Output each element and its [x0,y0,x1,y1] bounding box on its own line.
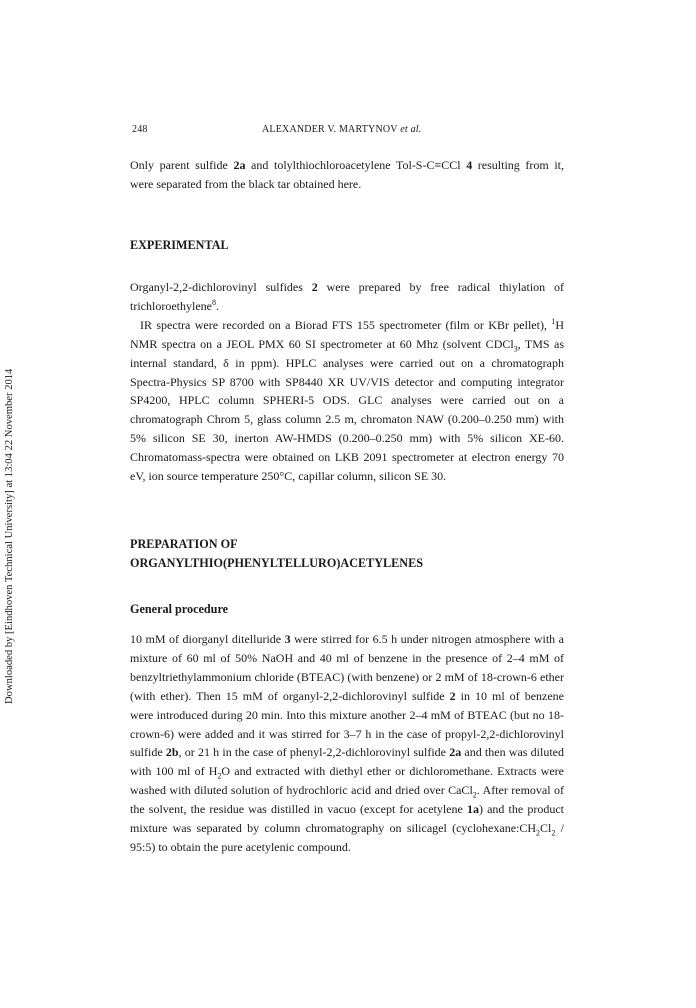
section-heading-experimental: EXPERIMENTAL [130,238,229,252]
running-head [132,124,564,138]
body-text: were stirred for 6.5 h under nitrogen atmosphere with a mixture of 60 ml of 50% NaOH and 40 ml of benzene in the presence of 2–4 mM of benzyltriethylammonium chloride (BTEAC) (with benzene) or 2 mM of 18-crown-6 ether (with ether). Then 15 mM of organyl-2,2-dichlorovinyl sulfide [130,632,565,703]
subheading-general-procedure: General procedure [130,602,229,616]
intro-text: and tolylthiochloroacetylene Tol-S-C≡CCl [245,158,467,172]
compound-ref: 3 [284,632,291,646]
compound-ref: 2a [449,745,462,760]
download-watermark: Downloaded by [Eindhoven Technical University] at 13:04 22 November 2014 [4,368,15,704]
body-text: IR spectra were recorded on a Biorad FTS 155 spectrometer (film or KBr pellet), [140,317,552,332]
compound-ref: 2 [311,280,318,294]
intro-text: Only parent sulfide [130,158,234,172]
page-number: 248 [132,124,148,135]
compound-ref: 2b [165,745,179,760]
subscript: 2 [536,828,541,838]
experimental-paragraph-2 [130,316,564,486]
heading-line: PREPARATION OF [130,537,238,551]
experimental-paragraph-1 [130,278,564,316]
body-text: and then was diluted with 100 ml of H [130,745,564,779]
experimental-body [130,278,564,486]
author-names: ALEXANDER V. MARTYNOV [262,124,398,135]
et-al: et al. [400,124,422,135]
compound-ref: 2 [449,688,456,703]
subscript: 2 [217,771,222,781]
body-text: H NMR spectra on a JEOL PMX 60 SI spectrometer at 60 Mhz (solvent CDCl [130,317,564,351]
body-text: . [215,298,219,313]
reference-marker: 8 [211,297,216,307]
subscript: 2 [472,790,477,800]
body-text: , or 21 h in the case of phenyl-2,2-dichlorovinyl sulfide [178,745,450,760]
heading-line: ORGANYLTHIO(PHENYLTELLURO)ACETYLENES [130,556,424,570]
compound-ref: 1a [466,802,479,817]
body-text: ) and the product mixture was separated by column chromatography on silicagel (cyclohexane:CH [130,802,564,836]
subscript: 2 [551,828,556,838]
body-text: 10 mM of diorganyl ditelluride [130,632,285,646]
compound-ref: 2a [233,158,246,172]
subscript: 3 [513,344,518,354]
section-heading-preparation [130,535,423,573]
body-text: . After removal of the solvent, the residue was distilled in vacuo (except for acetylene [130,783,565,817]
body-text: in 10 ml of benzene were introduced during 20 min. Into this mixture another 2–4 mM of BTEAC (but no 18-crown-6) were added and it was stirred for 3–7 h in the case of propyl-2,2-dichlorovinyl sulfide [130,688,564,760]
running-head-authors [262,124,421,135]
isotope-superscript: 1 [551,316,556,326]
compound-ref: 4 [466,158,473,172]
intro-text: resulting from it, were separated from the black tar obtained here. [130,158,564,191]
body-text: Cl [540,821,552,836]
body-text: O and extracted with diethyl ether or dichloromethane. Extracts were washed with diluted solution of hydrochloric acid and dried over CaCl [130,764,564,798]
body-text: / 95:5) to obtain the pure acetylenic compound. [130,821,564,854]
body-text: , TMS as internal standard, δ in ppm). HPLC analyses were carried out on a chromatograph Spectra-Physics SP 8700 with SP8440 XR UV/VIS detector and computing integrator SP4200, HPLC column SPHERI-5 ODS. GLC analyses were carried out on a chromatograph Chrom 5, glass column 2.5 m, chromaton NAW (0.200–0.250 mm) with 5% silicon SE 30, inerton AW-HMDS (0.200–0.250 mm) with 5% silicon XE-60. Chromatomass-spectra were obtained on LKB 2091 spectrometer at electron energy 70 eV, ion source temperature 250°C, capillar column, silicon SE 30. [130,336,565,484]
procedure-paragraph [130,630,564,857]
body-text: were prepared by free radical thiylation of trichloroethylene [130,280,564,313]
body-text: Organyl-2,2-dichlorovinyl sulfides [130,280,312,294]
intro-paragraph [130,156,564,194]
